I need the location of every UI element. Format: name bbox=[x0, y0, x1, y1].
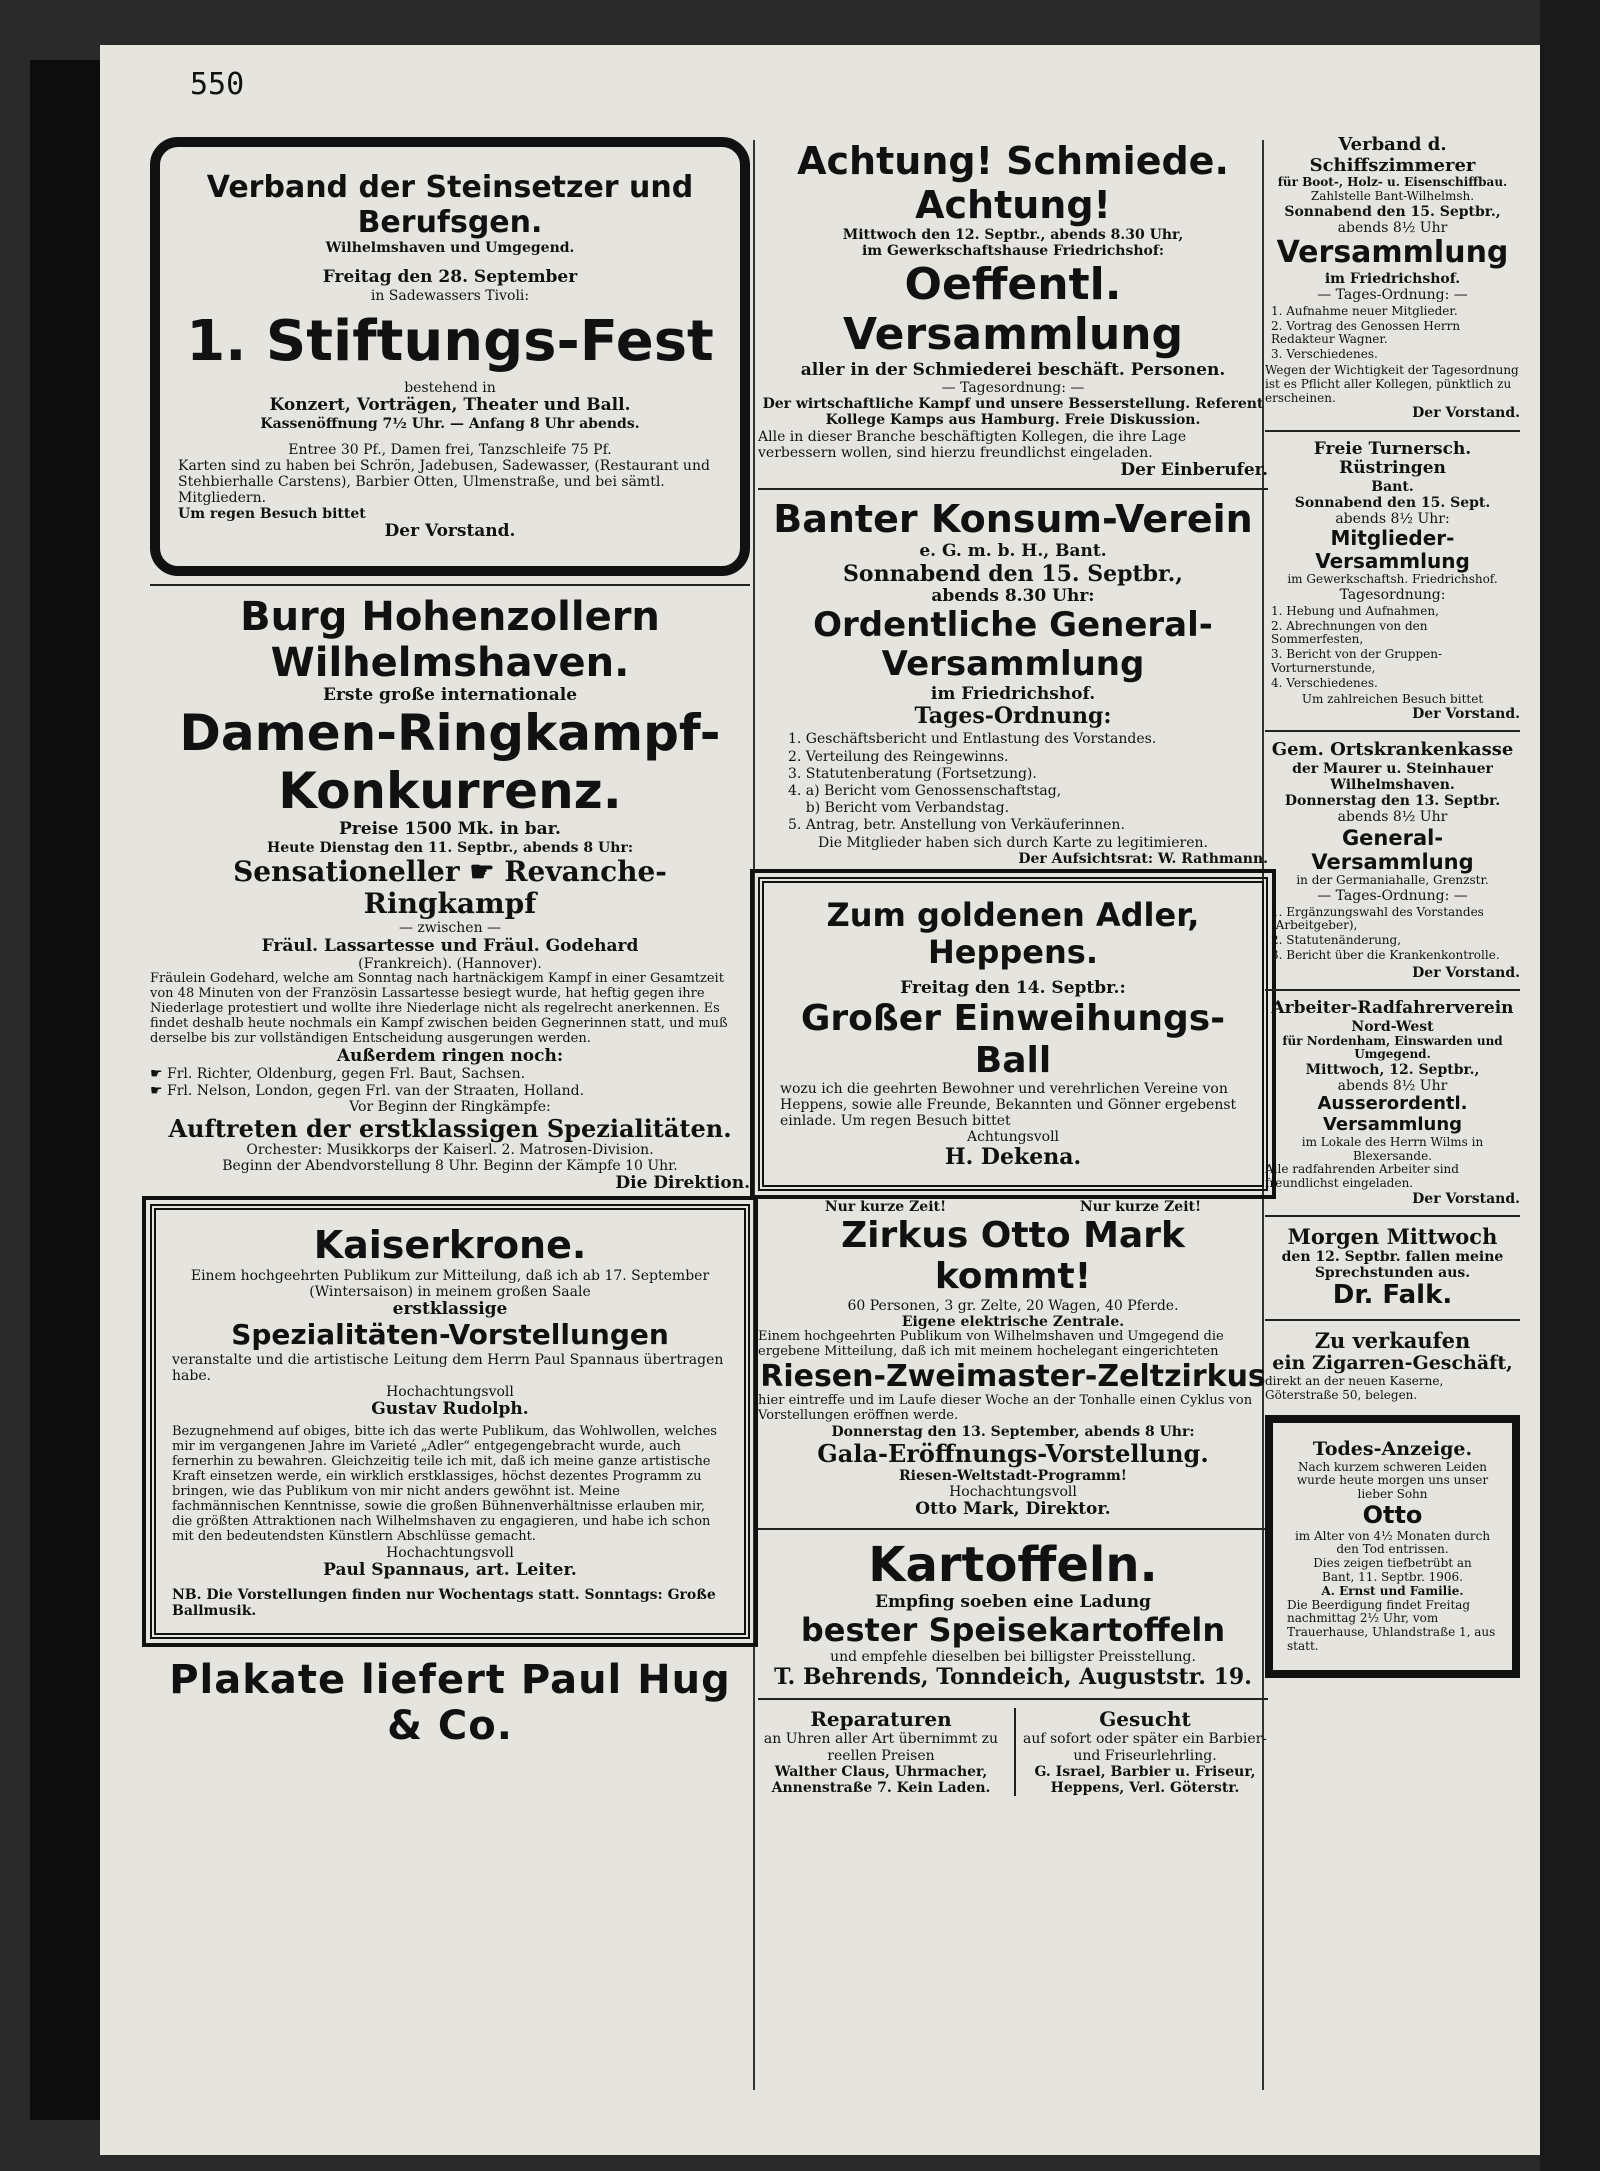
ad-schiffszimmerer bbox=[1265, 135, 1520, 422]
kasse-big: General-Versammlung bbox=[1311, 825, 1474, 874]
ad-gesucht bbox=[1014, 1708, 1268, 1795]
tod-t4: Bant, 11. Septbr. 1906. bbox=[1322, 1570, 1463, 1585]
list-item: 2. Verteilung des Reingewinns. bbox=[788, 748, 1009, 765]
schiff-signature: Der Vorstand. bbox=[1412, 405, 1520, 422]
ges-signature: G. Israel, Barbier u. Friseur, Heppens, Verl. Göterstr. bbox=[1034, 1763, 1256, 1796]
book-spine bbox=[30, 60, 100, 2120]
steinsetzer-program: Konzert, Vorträgen, Theater und Ball. bbox=[269, 395, 631, 416]
ad-goldener-adler bbox=[758, 877, 1268, 1191]
ad-kartoffeln bbox=[758, 1538, 1268, 1691]
page-number: 550 bbox=[190, 67, 245, 102]
zirkus-hoch: Hochachtungsvoll bbox=[949, 1483, 1077, 1500]
falk-signature: Dr. Falk. bbox=[1332, 1280, 1453, 1311]
steinsetzer-fest: 1. Stiftungs-Fest bbox=[186, 308, 714, 374]
rad-date: Mittwoch, 12. Septbr., bbox=[1305, 1062, 1480, 1079]
pointing-hand-icon: ☛ bbox=[150, 1066, 168, 1083]
steinsetzer-entree: Entree 30 Pf., Damen frei, Tanzschleife 75 Pf. bbox=[288, 441, 612, 458]
kaiser-erst: erstklassige bbox=[392, 1298, 508, 1319]
zirkus-kurz-2: Nur kurze Zeit! bbox=[1079, 1198, 1202, 1215]
kasse-date: Donnerstag den 13. Septbr. bbox=[1284, 793, 1501, 810]
burg-big: Damen-Ringkampf-Konkurrenz. bbox=[179, 704, 721, 820]
kart-big: bester Speisekartoffeln bbox=[800, 1611, 1226, 1650]
burg-title: Burg Hohenzollern Wilhelmshaven. bbox=[240, 593, 660, 686]
list-item: 1. Hebung und Aufnahmen, bbox=[1271, 603, 1439, 618]
zirkus-welt: Riesen-Weltstadt-Programm! bbox=[899, 1467, 1127, 1484]
kasse-signature: Der Vorstand. bbox=[1412, 964, 1520, 981]
schmiede-t1: Der wirtschaftliche Kampf und unsere Besserstellung. Referent Kollege Kamps aus Hamburg. Freie Diskussion. bbox=[762, 396, 1264, 429]
divider bbox=[758, 488, 1268, 490]
burg-date: Heute Dienstag den 11. Septbr., abends 8 Uhr: bbox=[267, 839, 633, 856]
konsum-title: Banter Konsum-Verein bbox=[773, 497, 1253, 542]
burg-r1: Frl. Richter, Oldenburg, gegen Frl. Baut, Sachsen. bbox=[167, 1066, 526, 1083]
list-item: b) Bericht vom Verbandstag. bbox=[788, 799, 1010, 816]
tod-title: Todes-Anzeige. bbox=[1312, 1437, 1473, 1460]
schmiede-title: Achtung! Schmiede. Achtung! bbox=[797, 139, 1229, 227]
turn-sub: Bant. bbox=[1371, 478, 1414, 495]
turn-date: Sonnabend den 15. Sept. bbox=[1294, 494, 1491, 511]
column-divider-1 bbox=[753, 140, 755, 2090]
falk-title: Morgen Mittwoch bbox=[1287, 1224, 1498, 1250]
burg-beginn: Beginn der Abendvorstellung 8 Uhr. Beginn der Kämpfe 10 Uhr. bbox=[222, 1158, 678, 1175]
schiff-to: — Tages-Ordnung: — bbox=[1317, 286, 1468, 303]
tod-signature: A. Ernst und Familie. bbox=[1321, 1583, 1464, 1598]
kasse-time: abends 8½ Uhr bbox=[1337, 809, 1448, 826]
steinsetzer-bestehend: bestehend in bbox=[404, 380, 496, 397]
zirkus-kurz: Nur kurze Zeit! bbox=[824, 1198, 947, 1215]
falk-text: den 12. Septbr. fallen meine Sprechstunden aus. bbox=[1281, 1249, 1504, 1282]
burg-vor: Vor Beginn der Ringkämpfe: bbox=[349, 1098, 551, 1115]
schiff-sub: für Boot-, Holz- u. Eisenschiffbau. bbox=[1277, 175, 1508, 190]
tod-t5: Die Beerdigung findet Freitag nachmittag 2½ Uhr, vom Trauerhause, Uhlandstraße 1, aus statt. bbox=[1287, 1597, 1496, 1654]
list-item: 2. Abrechnungen von den Sommerfesten, bbox=[1271, 618, 1428, 647]
burg-sub: Erste große internationale bbox=[322, 684, 578, 705]
rep-title: Reparaturen bbox=[810, 1707, 952, 1732]
list-item: 4. a) Bericht vom Genossenschaftstag, bbox=[788, 782, 1062, 799]
zirkus-date: Donnerstag den 13. September, abends 8 Uhr: bbox=[831, 1424, 1195, 1441]
adler-date: Freitag den 14. Septbr.: bbox=[900, 977, 1126, 998]
burg-sensationeller: Sensationeller bbox=[233, 855, 460, 889]
kaiser-sig2: Paul Spannaus, art. Leiter. bbox=[323, 1560, 577, 1581]
tod-name: Otto bbox=[1362, 1501, 1423, 1530]
divider bbox=[758, 1698, 1268, 1700]
zirkus-elec: Eigene elektrische Zentrale. bbox=[901, 1313, 1125, 1330]
ad-steinsetzer bbox=[150, 137, 750, 576]
steinsetzer-date: Freitag den 28. September bbox=[322, 267, 578, 288]
konsum-sub: e. G. m. b. H., Bant. bbox=[919, 541, 1107, 561]
adler-title: Zum goldenen Adler, Heppens. bbox=[826, 896, 1200, 971]
burg-signature: Die Direktion. bbox=[615, 1173, 750, 1194]
ad-todesanzeige bbox=[1265, 1415, 1520, 1678]
divider bbox=[1265, 430, 1520, 432]
divider bbox=[150, 584, 750, 586]
kaiser-t2: veranstalte und die artistische Leitung dem Herrn Paul Spannaus übertragen habe. bbox=[172, 1351, 724, 1384]
konsum-date: Sonnabend den 15. Septbr., bbox=[843, 560, 1183, 587]
burg-r2: Frl. Nelson, London, gegen Frl. van der Straaten, Holland. bbox=[167, 1082, 585, 1099]
list-item: 2. Statutenänderung, bbox=[1271, 933, 1402, 948]
ad-schmiede bbox=[758, 140, 1268, 480]
turn-to: Tagesordnung: bbox=[1339, 586, 1446, 603]
ad-ortskrankenkasse bbox=[1265, 740, 1520, 981]
list-item: 1. Geschäftsbericht und Entlastung des Vorstandes. bbox=[788, 731, 1157, 748]
scan-edge bbox=[1540, 0, 1600, 2171]
schiff-place: im Friedrichshof. bbox=[1324, 270, 1461, 287]
kaiser-nb: NB. Die Vorstellungen finden nur Wochentags statt. Sonntags: Große Ballmusik. bbox=[172, 1586, 716, 1619]
list-item: 1. Ergänzungswahl des Vorstandes (Arbeitgeber), bbox=[1271, 904, 1484, 933]
schiff-time: abends 8½ Uhr bbox=[1337, 220, 1448, 237]
tod-t1: Nach kurzem schweren Leiden wurde heute morgen uns unser lieber Sohn bbox=[1296, 1459, 1489, 1502]
zirkus-info: 60 Personen, 3 gr. Zelte, 20 Wagen, 40 Pferde. bbox=[847, 1297, 1179, 1314]
list-item: 5. Antrag, betr. Anstellung von Verkäuferinnen. bbox=[788, 816, 1125, 833]
schiff-date: Sonnabend den 15. Septbr., bbox=[1284, 203, 1501, 220]
burg-revanche: Revanche-Ringkampf bbox=[363, 855, 667, 921]
adler-big: Großer Einweihungs-Ball bbox=[800, 998, 1226, 1081]
plakate-line: Plakate liefert Paul Hug & Co. bbox=[169, 1656, 731, 1749]
divider bbox=[1265, 989, 1520, 991]
zirkus-gala: Gala-Eröffnungs-Vorstellung. bbox=[817, 1439, 1209, 1469]
konsum-to: Tages-Ordnung: bbox=[914, 703, 1112, 730]
konsum-signature: Der Aufsichtsrat: W. Rathmann. bbox=[1018, 851, 1268, 868]
column-1 bbox=[150, 95, 750, 1749]
ad-turnerschaft bbox=[1265, 440, 1520, 723]
ad-konsum-verein bbox=[758, 498, 1268, 867]
divider bbox=[758, 1528, 1268, 1530]
divider bbox=[1265, 730, 1520, 732]
konsum-big: Ordentliche General-Versammlung bbox=[813, 605, 1213, 685]
rep-text: an Uhren aller Art übernimmt zu reellen Preisen bbox=[763, 1731, 999, 1764]
list-item: 4. Verschiedenes. bbox=[1271, 675, 1378, 690]
ad-burg-hohenzollern bbox=[150, 594, 750, 1194]
schmiede-t2: Alle in dieser Branche beschäftigten Kollegen, die ihre Lage verbessern wollen, sind hierzu freundlichst eingeladen. bbox=[758, 428, 1187, 461]
kart-title: Kartoffeln. bbox=[868, 1536, 1158, 1593]
steinsetzer-bitte: Um regen Besuch bittet bbox=[178, 506, 366, 523]
kaiser-title: Kaiserkrone. bbox=[313, 1223, 587, 1268]
rad-signature: Der Vorstand. bbox=[1412, 1190, 1520, 1207]
ges-text: auf sofort oder später ein Barbier- und Friseurlehrling. bbox=[1022, 1731, 1268, 1764]
kaiser-t3: Bezugnehmend auf obiges, bitte ich das werte Publikum, das Wohlwollen, welches mir im vergangenen Jahre im Varieté „Adler“ entgegengebracht wurde, auch fernerhin zu bewahren. Gleichzeitig teile ich mit, daß ich meine ganze artistische Kraft einsetzen werde, ein wirklich erstklassiges, höchst dezentes Programm zu bringen, wie das Publikum von mir nicht anders gewöhnt ist. Meine fachmännischen Kenntnisse, sowie die großen Bühnenverhältnisse erlauben mir, die größten Attraktionen nach Wilhelmshaven zu engagieren, und habe ich schon mit den bedeutendsten Künstlern Abschlüsse gemacht. bbox=[172, 1424, 717, 1545]
turn-big: Mitglieder-Versammlung bbox=[1315, 525, 1470, 573]
turn-time: abends 8½ Uhr: bbox=[1335, 510, 1450, 527]
steinsetzer-karten: Karten sind zu haben bei Schrön, Jadebusen, Sadewasser, (Restaurant und Stehbierhalle Carstens), Barbier Otten, Ulmenstraße, und bei sämtl. Mitgliedern. bbox=[178, 457, 710, 507]
kart-signature: T. Behrends, Tonndeich, Auguststr. 19. bbox=[774, 1664, 1252, 1691]
schmiede-sub: aller in der Schmiederei beschäft. Personen. bbox=[800, 359, 1226, 380]
steinsetzer-title: Verband der Steinsetzer und Berufsgen. bbox=[206, 170, 694, 240]
tod-t2: im Alter von 4½ Monaten durch den Tod entrissen. bbox=[1294, 1528, 1491, 1557]
column-2 bbox=[758, 95, 1268, 1796]
turn-signature: Der Vorstand. bbox=[1412, 706, 1520, 723]
list-item: 3. Bericht von der Gruppen-Vorturnerstunde, bbox=[1271, 647, 1443, 675]
divider bbox=[1265, 1215, 1520, 1217]
list-item: 1. Aufnahme neuer Mitglieder. bbox=[1271, 303, 1458, 318]
ad-reparaturen bbox=[758, 1708, 1004, 1795]
rad-place: im Lokale des Herrn Wilms in Blexersande. bbox=[1301, 1134, 1484, 1163]
kart-sub: Empfing soeben eine Ladung bbox=[875, 1591, 1151, 1612]
burg-names: Fräul. Lassartesse und Fräul. Godehard bbox=[261, 935, 639, 956]
zig-text: direkt an der neuen Kaserne, Göterstraße 50, belegen. bbox=[1265, 1374, 1444, 1403]
steinsetzer-sub: Wilhelmshaven und Umgegend. bbox=[325, 240, 575, 256]
schmiede-signature: Der Einberufer. bbox=[1120, 459, 1268, 480]
burg-origin: (Frankreich). (Hannover). bbox=[358, 956, 542, 973]
schmiede-big: Oeffentl. Versammlung bbox=[843, 258, 1183, 361]
konsum-time: abends 8.30 Uhr: bbox=[931, 585, 1095, 606]
turn-agenda bbox=[1271, 605, 1520, 691]
konsum-place: im Friedrichshof. bbox=[930, 683, 1096, 704]
list-item: 3. Bericht über die Krankenkontrolle. bbox=[1271, 948, 1500, 963]
ad-zirkus bbox=[758, 1199, 1268, 1520]
ad-dr-falk bbox=[1265, 1225, 1520, 1311]
kasse-agenda bbox=[1271, 906, 1520, 963]
rad-time: abends 8½ Uhr bbox=[1337, 1078, 1448, 1095]
zirkus-t1: Einem hochgeehrten Publikum von Wilhelmshaven und Umgegend die ergebene Mitteilung, daß ich mit meinem hochelegant eingerichteten bbox=[758, 1328, 1224, 1359]
burg-orch: Orchester: Musikkorps der Kaiserl. 2. Matrosen-Division. bbox=[246, 1142, 654, 1159]
steinsetzer-signature: Der Vorstand. bbox=[384, 521, 516, 542]
tod-t3: Dies zeigen tiefbetrübt an bbox=[1313, 1556, 1472, 1571]
rad-sub: Nord-West bbox=[1351, 1018, 1434, 1035]
burg-preis: Preise 1500 Mk. in bar. bbox=[339, 819, 561, 840]
steinsetzer-place: in Sadewassers Tivoli: bbox=[370, 287, 530, 304]
schiff-agenda bbox=[1271, 305, 1520, 362]
kaiser-hoch: Hochachtungsvoll bbox=[386, 1383, 514, 1400]
turn-bitte: Um zahlreichen Besuch bittet bbox=[1301, 691, 1484, 706]
ad-kaiserkrone bbox=[150, 1204, 750, 1639]
schmiede-date: Mittwoch den 12. Septbr., abends 8.30 Uhr, bbox=[842, 227, 1184, 244]
kasse-to: — Tages-Ordnung: — bbox=[1317, 887, 1468, 904]
schiff-big: Versammlung bbox=[1276, 235, 1509, 271]
kaiser-sig1: Gustav Rudolph. bbox=[371, 1398, 529, 1419]
burg-auftreten: Auftreten der erstklassigen Spezialitäten. bbox=[168, 1113, 732, 1143]
ges-title: Gesucht bbox=[1099, 1707, 1191, 1732]
pointing-hand-icon: ☛ bbox=[150, 1082, 168, 1099]
kasse-title: Gem. Ortskrankenkasse bbox=[1271, 739, 1514, 761]
turn-place: im Gewerkschaftsh. Friedrichshof. bbox=[1287, 571, 1498, 586]
zig-big: ein Zigarren-Geschäft, bbox=[1272, 1352, 1513, 1375]
kasse-sub: der Maurer u. Steinhauer bbox=[1292, 761, 1493, 778]
zig-title: Zu verkaufen bbox=[1314, 1328, 1471, 1354]
ad-radfahrerverein bbox=[1265, 999, 1520, 1207]
list-item: 3. Verschiedenes. bbox=[1271, 347, 1378, 362]
adler-hoch: Achtungsvoll bbox=[966, 1129, 1060, 1146]
schiff-note: Wegen der Wichtigkeit der Tagesordnung ist es Pflicht aller Kollegen, pünktlich zu erscheinen. bbox=[1265, 363, 1519, 405]
list-item: 3. Statutenberatung (Fortsetzung). bbox=[788, 765, 1037, 782]
adler-text: wozu ich die geehrten Bewohner und verehrlichen Vereine von Heppens, sowie alle Freunde, Bekannten und Gönner ergebenst einlade. Um regen Besuch bittet bbox=[780, 1081, 1237, 1130]
ad-zigarren bbox=[1265, 1329, 1520, 1403]
column-3 bbox=[1265, 95, 1520, 1678]
burg-text: Fräulein Godehard, welche am Sonntag nach hartnäckigem Kampf in einer Gesamtzeit von 48 Minuten von der Französin Lassartesse besiegt wurde, hat heftig gegen ihre Niederlage protestiert und wollte ihre Niederlage nicht als regelrecht anerkennen. Es findet deshalb heute nochmals ein Kampf zwischen beiden Gegnerinnen statt, und muß derselbe bis zur vollständigen Entscheidung ausgerungen werden. bbox=[150, 971, 728, 1046]
zirkus-title: Zirkus Otto Mark kommt! bbox=[841, 1214, 1185, 1298]
kasse-sub2: Wilhelmshaven. bbox=[1330, 777, 1455, 794]
divider bbox=[1265, 1319, 1520, 1321]
small-ads-row bbox=[758, 1708, 1268, 1795]
rad-sub2: für Nordenham, Einswarden und Umgegend. bbox=[1282, 1033, 1503, 1062]
kasse-place: in der Germaniahalle, Grenzstr. bbox=[1296, 872, 1489, 887]
turn-title: Freie Turnersch. Rüstringen bbox=[1313, 438, 1472, 479]
burg-zwischen: — zwischen — bbox=[398, 920, 502, 937]
kaiser-hoch2: Hochachtungsvoll bbox=[386, 1544, 514, 1561]
schmiede-to: — Tagesordnung: — bbox=[941, 380, 1085, 397]
konsum-agenda bbox=[788, 731, 1268, 833]
kaiser-spez: Spezialitäten-Vorstellungen bbox=[231, 1318, 669, 1352]
kaiser-t1: Einem hochgeehrten Publikum zur Mitteilung, daß ich ab 17. September (Wintersaison) in meinem großen Saale bbox=[190, 1267, 710, 1300]
rad-big: Ausserordentl. Versammlung bbox=[1317, 1093, 1468, 1136]
pointing-hand-icon: ☛ bbox=[469, 855, 495, 889]
rep-signature: Walther Claus, Uhrmacher, Annenstraße 7. Kein Laden. bbox=[771, 1763, 991, 1796]
rad-title: Arbeiter-Radfahrerverein bbox=[1271, 997, 1514, 1018]
konsum-legit: Die Mitglieder haben sich durch Karte zu legitimieren. bbox=[818, 834, 1208, 851]
zirkus-signature: Otto Mark, Direktor. bbox=[915, 1498, 1111, 1519]
zirkus-t2: hier eintreffe und im Laufe dieser Woche an der Tonhalle einen Cyklus von Vorstellungen eröffnen werde. bbox=[758, 1393, 1253, 1424]
schiff-sub2: Zahlstelle Bant-Wilhelmsh. bbox=[1310, 189, 1475, 204]
burg-ausser: Außerdem ringen noch: bbox=[336, 1045, 564, 1066]
schmiede-place: im Gewerkschaftshause Friedrichshof: bbox=[861, 243, 1165, 260]
steinsetzer-times: Kassenöffnung 7½ Uhr. — Anfang 8 Uhr abends. bbox=[260, 415, 640, 432]
adler-signature: H. Dekena. bbox=[944, 1144, 1082, 1171]
zirkus-big: Riesen-Zweimaster-Zeltzirkus bbox=[760, 1358, 1266, 1394]
list-item: 2. Vortrag des Genossen Herrn Redakteur Wagner. bbox=[1271, 318, 1461, 347]
schiff-title: Verband d. Schiffszimmerer bbox=[1309, 134, 1476, 176]
rad-text: Alle radfahrenden Arbeiter sind freundlichst eingeladen. bbox=[1265, 1162, 1459, 1191]
kart-t1: und empfehle dieselben bei billigster Preisstellung. bbox=[830, 1649, 1196, 1666]
